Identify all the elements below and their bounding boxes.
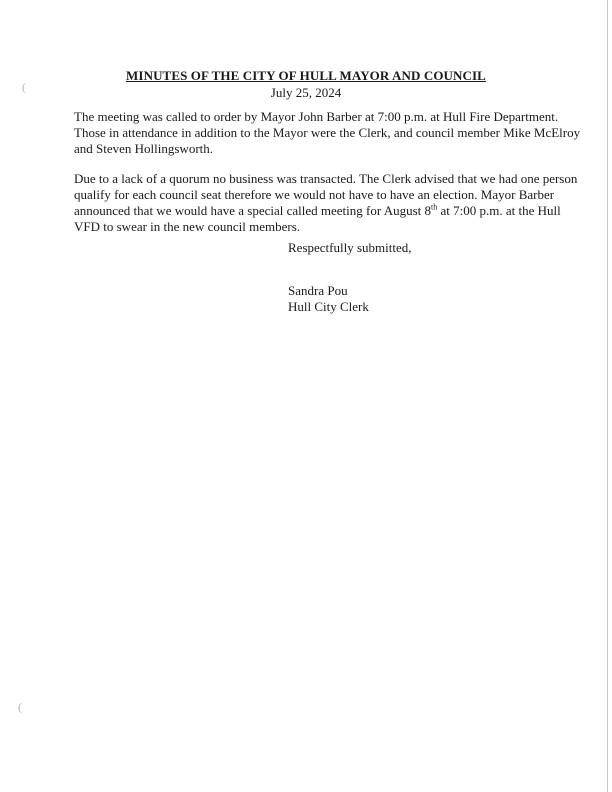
paragraph-line — [74, 202, 561, 219]
signature-block — [288, 283, 369, 315]
paragraph-business — [74, 171, 578, 235]
paragraph-line: Those in attendance in addition to the Mayor were the Clerk, and council member Mike McElroy — [74, 125, 581, 140]
closing-line: Respectfully submitted, — [288, 240, 412, 255]
document-title: MINUTES OF THE CITY OF HULL MAYOR AND COUNCIL — [126, 68, 486, 83]
paragraph-line: qualify for each council seat therefore we would not have to have an election. Mayor Barber — [74, 187, 555, 202]
scan-mark: ( — [22, 80, 26, 94]
paragraph-line: and Steven Hollingsworth. — [74, 141, 214, 156]
meeting-date: July 25, 2024 — [270, 85, 342, 100]
signer-title: Hull City Clerk — [288, 299, 369, 314]
scan-edge-line — [607, 0, 608, 792]
ordinal-superscript: th — [431, 202, 438, 212]
paragraph-attendance — [74, 109, 581, 157]
paragraph-line: Due to a lack of a quorum no business was transacted. The Clerk advised that we had one person — [74, 171, 578, 186]
scan-mark: ( — [18, 700, 22, 714]
text-segment: announced that we would have a special called meeting for August 8 — [74, 203, 432, 218]
paragraph-line: The meeting was called to order by Mayor John Barber at 7:00 p.m. at Hull Fire Department. — [74, 109, 559, 124]
text-segment: at 7:00 p.m. at the Hull — [437, 203, 561, 218]
paragraph-line: VFD to swear in the new council members. — [74, 219, 301, 234]
signer-name: Sandra Pou — [288, 283, 348, 298]
